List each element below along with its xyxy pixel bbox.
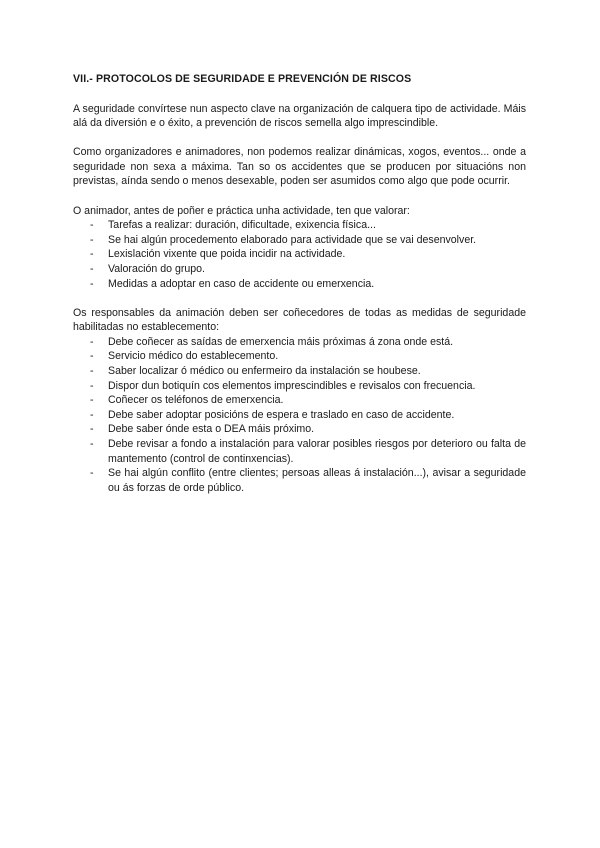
list2-intro: Os responsables da animación deben ser coñecedores de todas as medidas de seguridade habilitadas no establecemento:	[73, 306, 526, 334]
list-item: - Medidas a adoptar en caso de accidente ou emerxencia.	[73, 277, 526, 292]
list-item: - Debe saber ónde esta o DEA máis próximo.	[73, 422, 526, 437]
list-item: - Debe revisar a fondo a instalación para valorar posibles riesgos por deterioro ou falta de mantemento (control de continxencias).	[73, 437, 526, 466]
list-item: - Valoración do grupo.	[73, 262, 526, 277]
list-item: - Saber localizar ó médico ou enfermeiro da instalación se houbese.	[73, 364, 526, 379]
document-page	[73, 72, 526, 495]
list-item: - Dispor dun botiquín cos elementos imprescindibles e revisalos con frecuencia.	[73, 379, 526, 394]
list1-intro: O animador, antes de poñer e práctica unha actividade, ten que valorar:	[73, 204, 410, 217]
list-item: - Se hai algún procedemento elaborado para actividade que se vai desenvolver.	[73, 233, 526, 248]
list-item: - Lexislación vixente que poida incidir na actividade.	[73, 247, 526, 262]
list-item: - Tarefas a realizar: duración, dificultade, exixencia física...	[73, 218, 526, 233]
list-item: - Se hai algún conflito (entre clientes; persoas alleas á instalación...), avisar a seguridade ou ás forzas de orde público.	[73, 466, 526, 495]
list-item: - Debe coñecer as saídas de emerxencia máis próximas á zona onde está.	[73, 335, 526, 350]
section-title: VII.- PROTOCOLOS DE SEGURIDADE E PREVENCIÓN DE RISCOS	[73, 73, 412, 85]
paragraph-organizers: Como organizadores e animadores, non podemos realizar dinámicas, xogos, eventos... onde a seguridade non sexa a máxima. Tan so os accidentes que se producen por situacións non previstas, aínda sendo o menos desexable, poden ser asumidos como algo que pode ocurrir.	[73, 146, 526, 188]
paragraph-intro: A seguridade convírtese nun aspecto clave na organización de calquera tipo de actividade. Máis alá da diversión e o éxito, a prevención de riscos semella algo imprescindible.	[73, 102, 526, 130]
safety-measures-list	[73, 335, 526, 496]
assessment-list	[73, 218, 526, 291]
list-item: - Servicio médico do establecemento.	[73, 349, 526, 364]
list-item: - Debe saber adoptar posicións de espera e traslado en caso de accidente.	[73, 408, 526, 423]
list-item: - Coñecer os teléfonos de emerxencia.	[73, 393, 526, 408]
